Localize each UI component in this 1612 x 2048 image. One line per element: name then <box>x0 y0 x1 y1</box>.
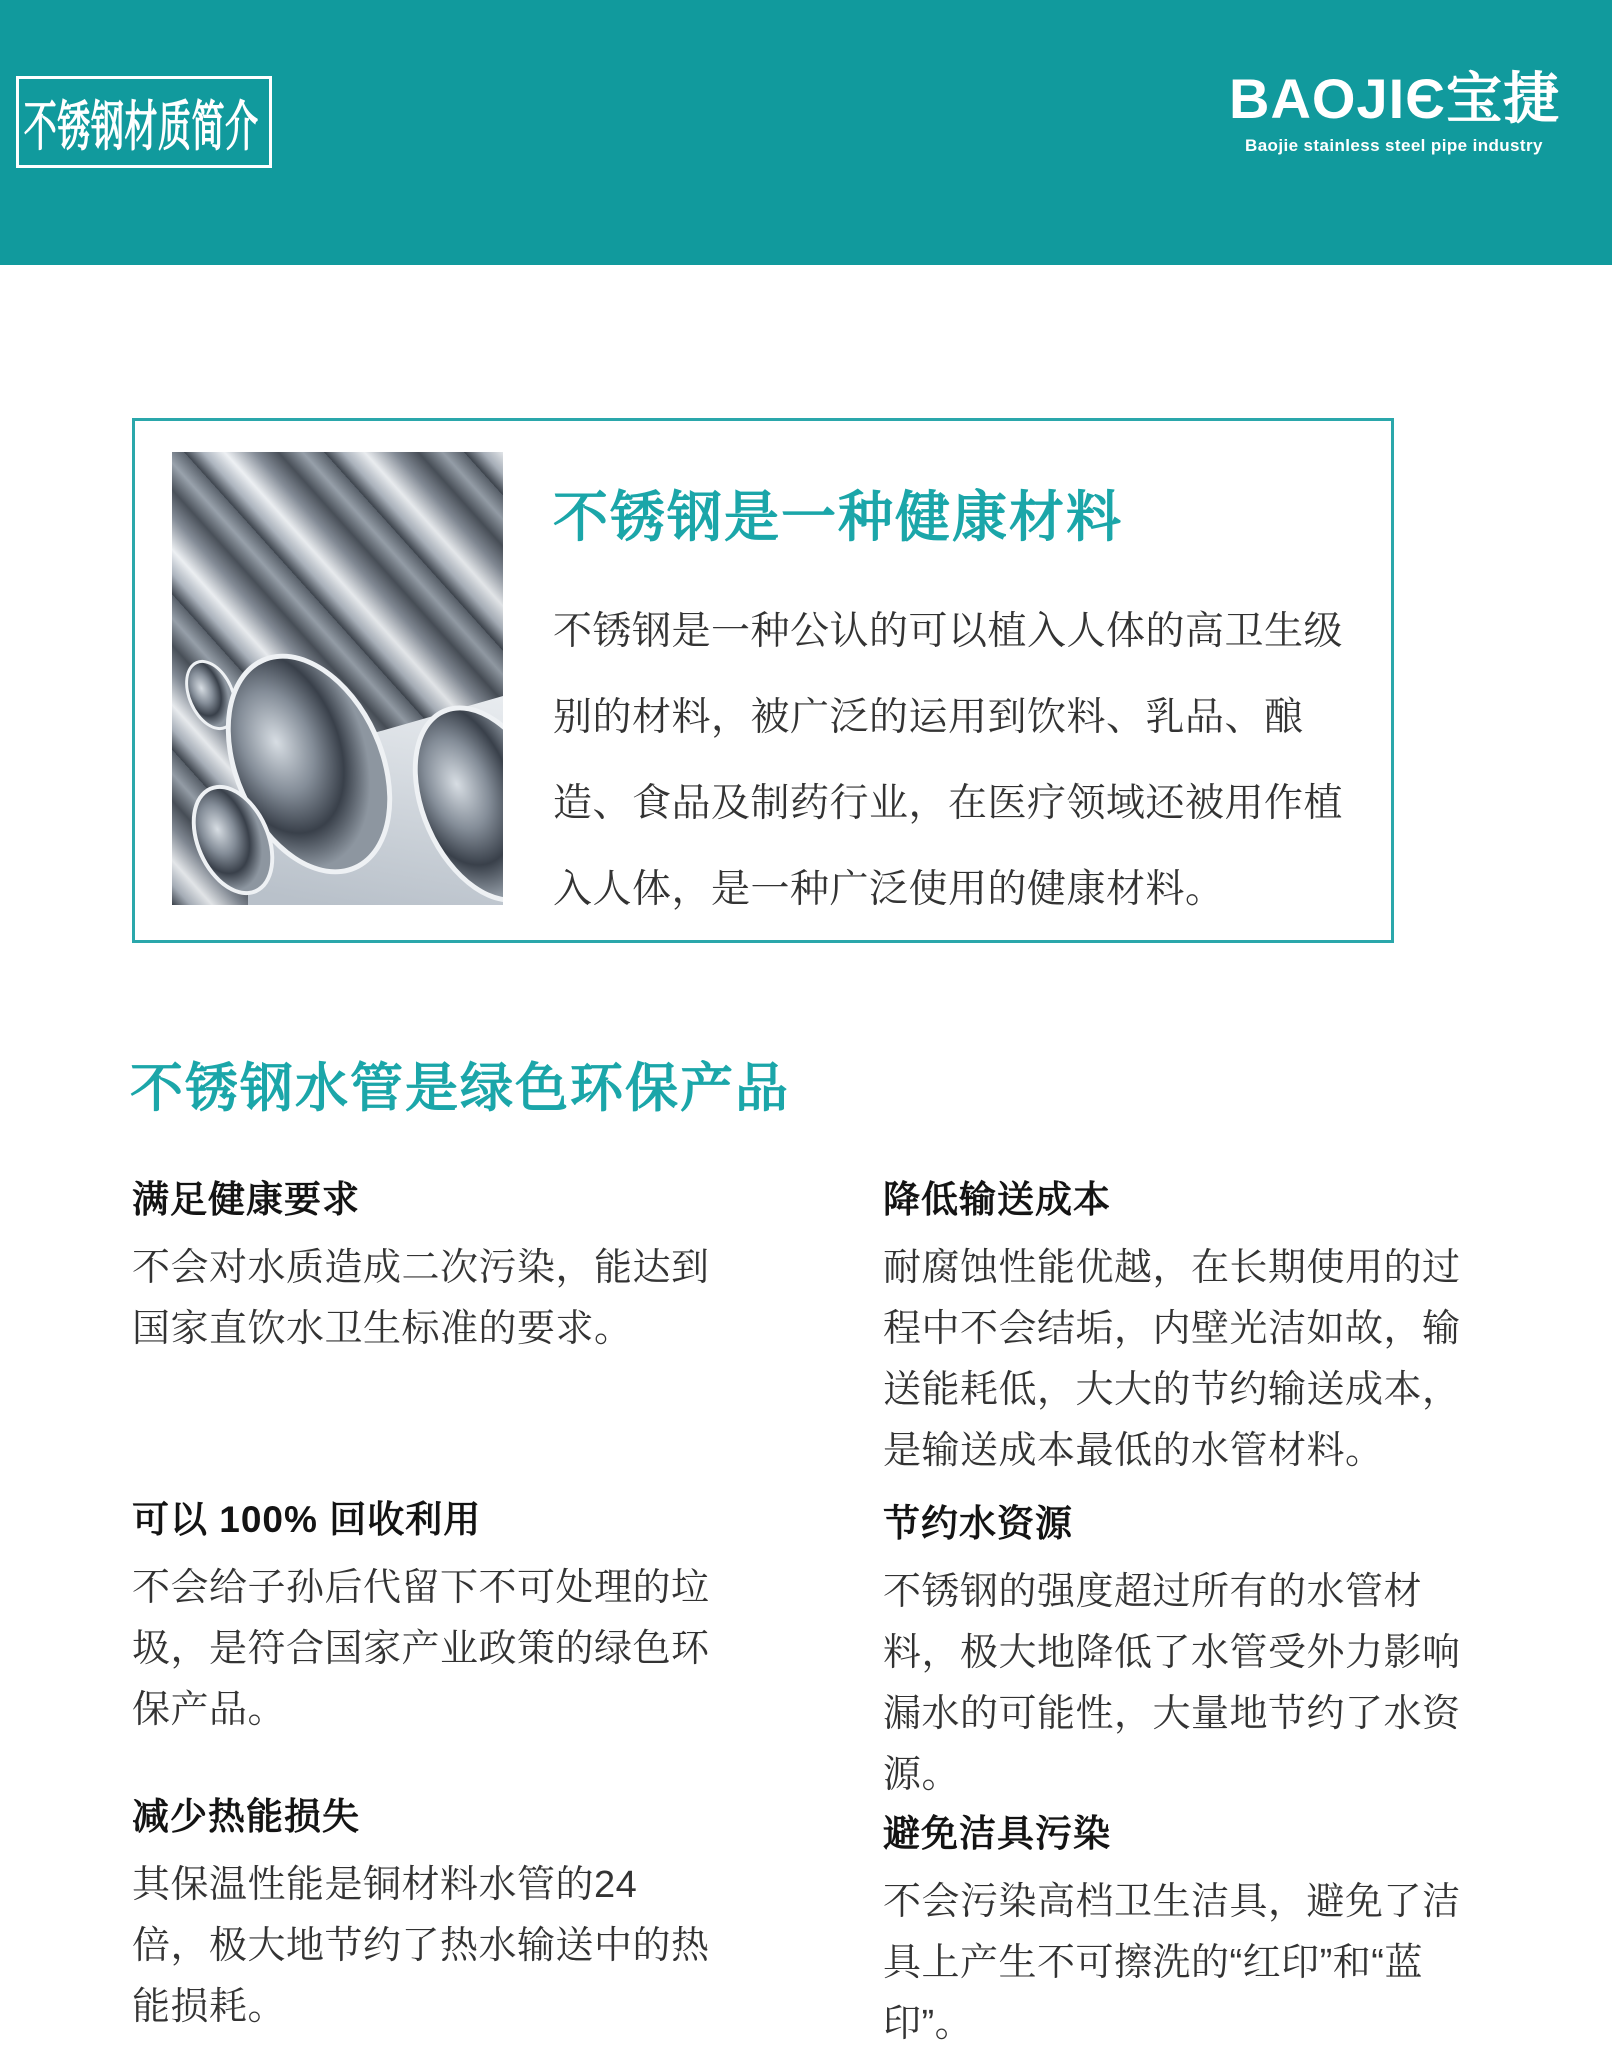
intro-heading: 不锈钢是一种健康材料 <box>553 486 1124 548</box>
feature-item <box>132 1178 710 1360</box>
feature-title: 可以 100% 回收利用 <box>132 1499 482 1540</box>
top-banner <box>0 0 1612 265</box>
features-column-right <box>883 1178 1461 2048</box>
feature-body: 不锈钢的强度超过所有的水管材料，极大地降低了水管受外力影响漏水的可能性，大量地节约了水资源。 <box>883 1571 1461 1796</box>
feature-title: 减少热能损失 <box>132 1796 360 1837</box>
brand-logo-wordmark: BAOJIЄ宝捷 <box>1229 67 1560 130</box>
features-column-left <box>132 1178 710 2038</box>
feature-body: 不会污染高档卫生洁具，避免了洁具上产生不可擦洗的“红印”和“蓝印”。 <box>883 1881 1461 2045</box>
brand-logo-tagline: Baojie stainless steel pipe industry <box>1245 136 1543 155</box>
intro-paragraph: 不锈钢是一种公认的可以植入人体的高卫生级别的材料，被广泛的运用到饮料、乳品、酿造、食品及制药行业，在医疗领域还被用作植入人体，是一种广泛使用的健康材料。 <box>553 610 1344 911</box>
steel-pipes-image <box>172 452 503 905</box>
feature-body: 不会对水质造成二次污染，能达到国家直饮水卫生标准的要求。 <box>132 1247 710 1350</box>
feature-body: 不会给子孙后代留下不可处理的垃圾，是符合国家产业政策的绿色环保产品。 <box>132 1567 710 1731</box>
feature-body: 其保温性能是铜材料水管的24倍，极大地节约了热水输送中的热能损耗。 <box>132 1864 710 2028</box>
feature-title: 满足健康要求 <box>132 1179 360 1220</box>
feature-title: 节约水资源 <box>883 1503 1073 1544</box>
feature-item <box>132 1498 710 1741</box>
feature-item <box>132 1795 710 2038</box>
feature-item <box>883 1502 1461 1806</box>
intro-box <box>132 418 1394 943</box>
page-title: 不锈钢材质简介 <box>23 96 259 157</box>
page-title-box <box>16 76 272 168</box>
section-heading: 不锈钢水管是绿色环保产品 <box>130 1059 790 1118</box>
feature-title: 避免洁具污染 <box>883 1813 1111 1854</box>
brand-logo <box>1229 68 1560 156</box>
feature-body: 耐腐蚀性能优越，在长期使用的过程中不会结垢，内壁光洁如故，输送能耗低，大大的节约输送成本，是输送成本最低的水管材料。 <box>883 1247 1461 1472</box>
feature-item <box>883 1178 1461 1482</box>
feature-title: 降低输送成本 <box>883 1179 1111 1220</box>
feature-item <box>883 1812 1461 2048</box>
